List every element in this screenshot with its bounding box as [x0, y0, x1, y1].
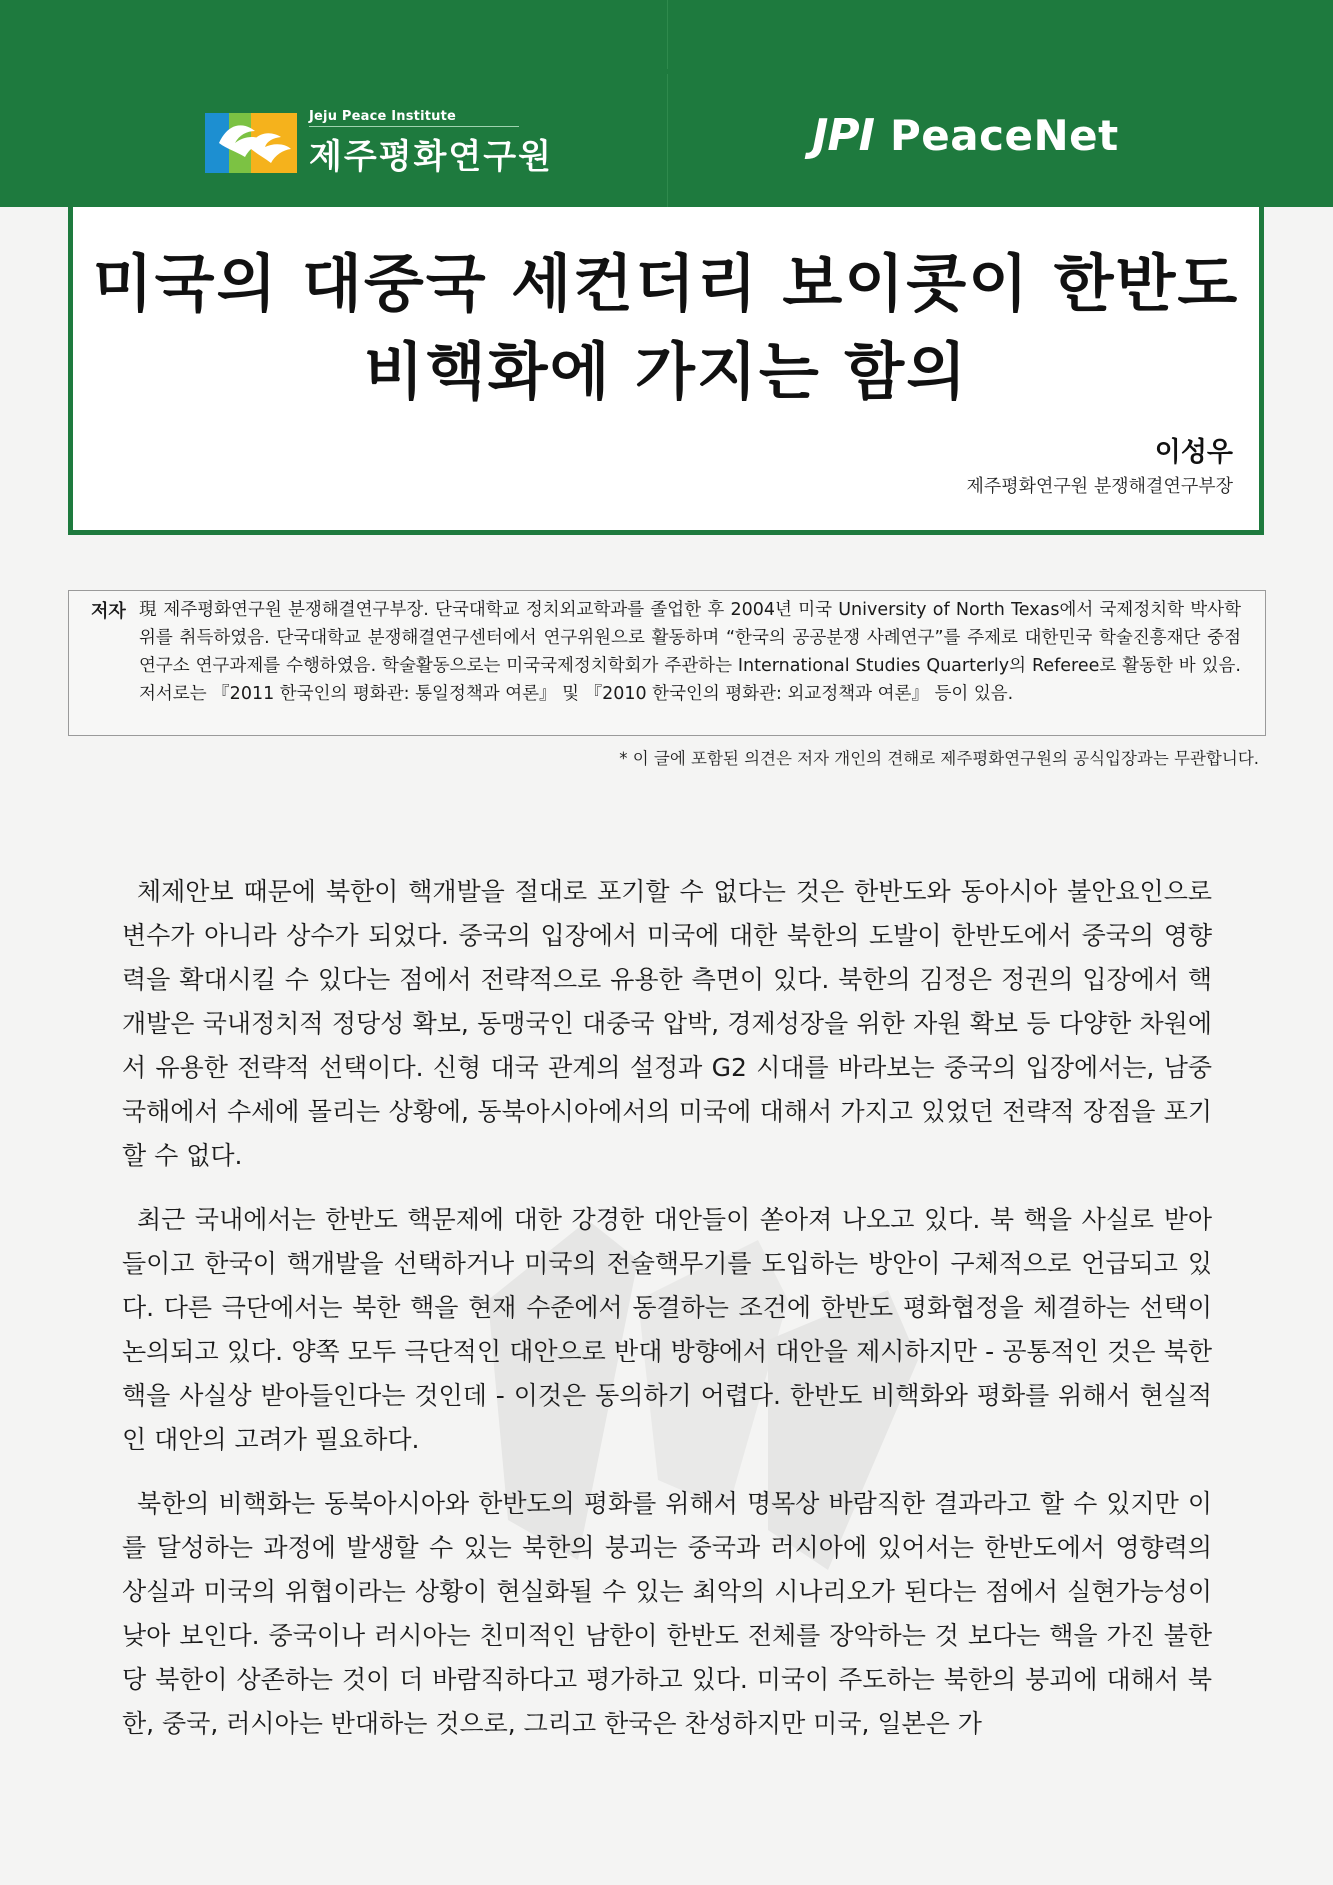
paragraph: 북한의 비핵화는 동북아시아와 한반도의 평화를 위해서 명목상 바람직한 결과라고 할 수 있지만 이를 달성하는 과정에 발생할 수 있는 북한의 붕괴는 중국과 러시아에 있어서는 한반도에서 영향력의 상실과 미국의 위협이라는 상황이 현실화될 수 있는 최악의 시나리오가 된다는 점에서 실현가능성이 낮아 보인다. 중국이나 러시아는 친미적인 남한이 한반도 전체를 장악하는 것 보다는 핵을 가진 불한당 북한이 상존하는 것이 더 바람직하다고 평가하고 있다. 미국이 주도하는 북한의 붕괴에 대해서 북한, 중국, 러시아는 반대하는 것으로, 그리고 한국은 찬성하지만 미국, 일본은 가	[122, 1489, 1212, 1738]
institute-name-en: Jeju Peace Institute	[309, 109, 519, 127]
peacenet-logo[interactable]	[812, 110, 1119, 161]
title-line-2: 비핵화에 가지는 함의	[363, 335, 969, 408]
author-position: 제주평화연구원 분쟁해결연구부장	[966, 476, 1233, 497]
article-body	[122, 870, 1212, 1766]
bio-text: 現 제주평화연구원 분쟁해결연구부장. 단국대학교 정치외교학과를 졸업한 후 2004년 미국 University of North Texas에서 국제정치학 박사학위를 취득하였음. 단국대학교 분쟁해결연구센터에서 연구위원으로 활동하며 “한국의 공공분쟁 사례연구”를 주제로 대한민국 학술진흥재단 중점연구소 연구과제를 수행하였음. 학술활동으로는 미국국제정치학회가 주관하는 International Studies Quarterly의 Referee로 활동한 바 있음. 저서로는 『2011 한국인의 평화관: 통일정책과 여론』 및 『2010 한국인의 평화관: 외교정책과 여론』 등이 있음.	[139, 600, 1241, 704]
author-name: 이성우	[1154, 437, 1233, 468]
title-line-1: 미국의 대중국 세컨더리 보이콧이 한반도	[92, 247, 1240, 320]
page-title	[73, 240, 1259, 416]
doves-logo-icon	[205, 113, 297, 173]
paragraph: 최근 국내에서는 한반도 핵문제에 대한 강경한 대안들이 쏟아져 나오고 있다. 북 핵을 사실로 받아들이고 한국이 핵개발을 선택하거나 미국의 전술핵무기를 도입하는 방안이 구체적으로 언급되고 있다. 다른 극단에서는 북한 핵을 현재 수준에서 동결하는 조건에 한반도 평화협정을 체결하는 선택이 논의되고 있다. 양쪽 모두 극단적인 대안으로 반대 방향에서 대안을 제시하지만 - 공통적인 것은 북한 핵을 사실상 받아들인다는 것인데 - 이것은 동의하기 어렵다. 한반도 비핵화와 평화를 위해서 현실적인 대안의 고려가 필요하다.	[122, 1205, 1212, 1454]
institute-name-ko: 제주평화연구원	[309, 136, 553, 177]
peacenet-wordmark: PeaceNet	[890, 111, 1119, 160]
disclaimer: * 이 글에 포함된 의견은 저자 개인의 견해로 제주평화연구원의 공식입장과는 무관합니다.	[619, 749, 1259, 768]
bio-label: 저자	[91, 601, 126, 622]
author-bio-box	[68, 590, 1266, 736]
jpi-wordmark: JPI	[812, 110, 874, 161]
paragraph: 체제안보 때문에 북한이 핵개발을 절대로 포기할 수 없다는 것은 한반도와 동아시아 불안요인으로 변수가 아니라 상수가 되었다. 중국의 입장에서 미국에 대한 북한의 도발이 한반도에서 중국의 영향력을 확대시킬 수 있다는 점에서 전략적으로 유용한 측면이 있다. 북한의 김정은 정권의 입장에서 핵개발은 국내정치적 정당성 확보, 동맹국인 대중국 압박, 경제성장을 위한 자원 확보 등 다양한 차원에서 유용한 전략적 선택이다. 신형 대국 관계의 설정과 G2 시대를 바라보는 중국의 입장에서는, 남중국해에서 수세에 몰리는 상황에, 동북아시아에서의 미국에 대해서 가지고 있었던 전략적 장점을 포기할 수 없다.	[122, 877, 1212, 1170]
institute-logo[interactable]	[205, 108, 553, 178]
